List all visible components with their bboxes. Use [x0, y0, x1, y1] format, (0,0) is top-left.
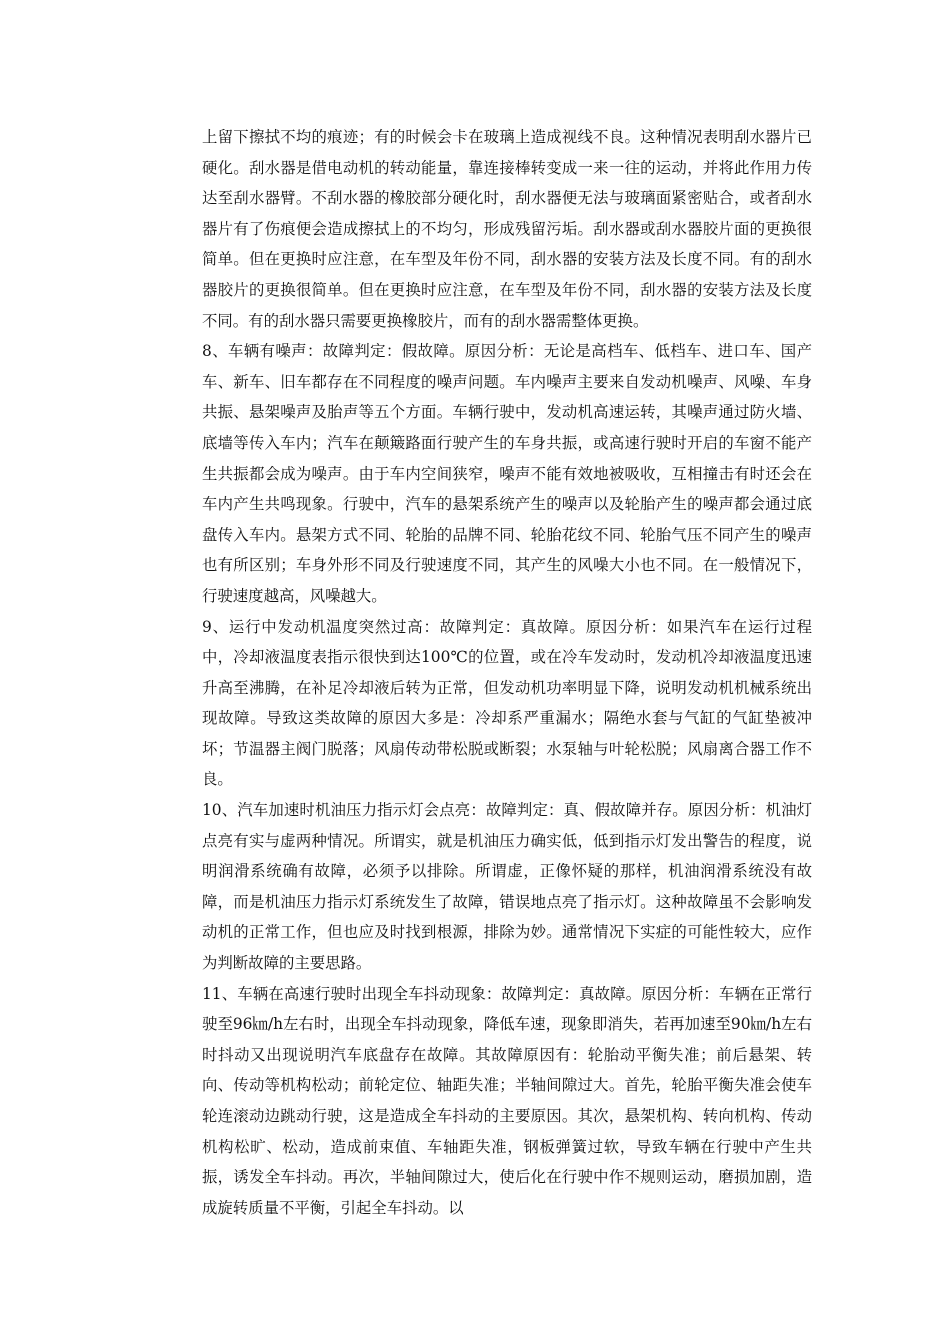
paragraph-wiper: 上留下擦拭不均的痕迹；有的时候会卡在玻璃上造成视线不良。这种情况表明刮水器片已硬化。刮水器是借电动机的转动能量，靠连接棒转变成一来一往的运动，并将此作用力传达至刮水器臂。不刮水器的橡胶部分硬化时，刮水器便无法与玻璃面紧密贴合，或者刮水器片有了伤痕便会造成擦拭上的不均匀，形成残留污垢。刮水器或刮水器胶片面的更换很简单。但在更换时应注意，在车型及年份不同，刮水器的安装方法及长度不同。有的刮水器胶片的更换很简单。但在更换时应注意，在车型及年份不同，刮水器的安装方法及长度不同。有的刮水器只需要更换橡胶片，而有的刮水器需整体更换。	[202, 128, 812, 330]
paragraph-item-8-noise: 8、车辆有噪声：故障判定：假故障。原因分析：无论是高档车、低档车、进口车、国产车、新车、旧车都存在不同程度的噪声问题。车内噪声主要来自发动机噪声、风噪、车身共振、悬架噪声及胎声等五个方面。车辆行驶中，发动机高速运转，其噪声通过防火墙、底墙等传入车内；汽车在颠簸路面行驶产生的车身共振，或高速行驶时开启的车窗不能产生共振都会成为噪声。由于车内空间狭窄，噪声不能有效地被吸收，互相撞击有时还会在车内产生共鸣现象。行驶中，汽车的悬架系统产生的噪声以及轮胎产生的噪声都会通过底盘传入车内。悬架方式不同、轮胎的品牌不同、轮胎花纹不同、轮胎气压不同产生的噪声也有所区别；车身外形不同及行驶速度不同，其产生的风噪大小也不同。在一般情况下，行驶速度越高，风噪越大。	[202, 342, 812, 605]
document-page	[202, 122, 812, 1223]
paragraph-item-10-oil-pressure-light: 10、汽车加速时机油压力指示灯会点亮：故障判定：真、假故障并存。原因分析：机油灯点亮有实与虚两种情况。所谓实，就是机油压力确实低，低到指示灯发出警告的程度，说明润滑系统确有故障，必须予以排除。所谓虚，正像怀疑的那样，机油润滑系统没有故障，而是机油压力指示灯系统发生了故障，错误地点亮了指示灯。这种故障虽不会影响发动机的正常工作，但也应及时找到根源，排除为妙。通常情况下实症的可能性较大，应作为判断故障的主要思路。	[202, 801, 812, 973]
paragraph-item-11-vehicle-shake: 11、车辆在高速行驶时出现全车抖动现象：故障判定：真故障。原因分析：车辆在正常行驶至96㎞/h左右时，出现全车抖动现象，降低车速，现象即消失，若再加速至90㎞/h左右时抖动又出现说明汽车底盘存在故障。其故障原因有：轮胎动平衡失准；前后悬架、转向、传动等机构松动；前轮定位、轴距失准；半轴间隙过大。首先，轮胎平衡失准会使车轮连滚动边跳动行驶，这是造成全车抖动的主要原因。其次，悬架机构、转向机构、传动机构松旷、松动，造成前束值、车轴距失准，钢板弹簧过软，导致车辆在行驶中产生共振，诱发全车抖动。再次，半轴间隙过大，使后化在行驶中作不规则运动，磨损加剧，造成旋转质量不平衡，引起全车抖动。以	[202, 984, 812, 1217]
paragraph-item-9-engine-temperature: 9、运行中发动机温度突然过高：故障判定：真故障。原因分析：如果汽车在运行过程中，冷却液温度表指示很快到达100℃的位置，或在冷车发动时，发动机冷却液温度迅速升高至沸腾，在补足冷却液后转为正常，但发动机功率明显下降，说明发动机机械系统出现故障。导致这类故障的原因大多是：冷却系严重漏水；隔绝水套与气缸的气缸垫被冲坏；节温器主阀门脱落；风扇传动带松脱或断裂；水泵轴与叶轮松脱；风扇离合器工作不良。	[202, 617, 812, 789]
